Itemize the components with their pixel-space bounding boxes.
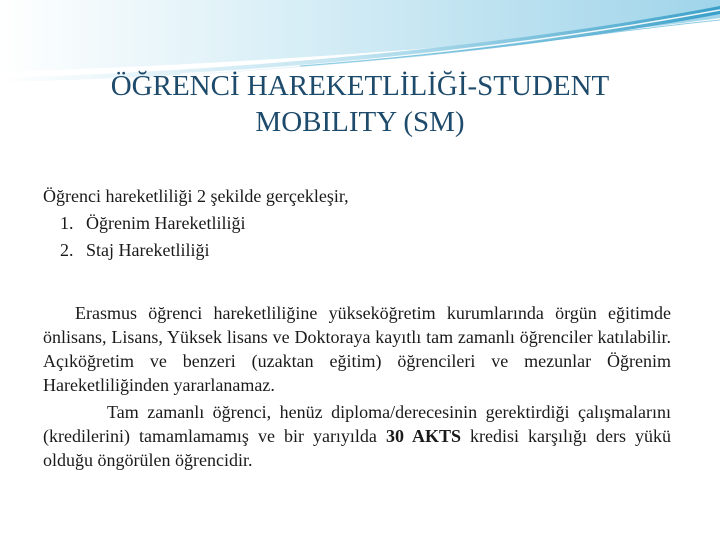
intro-block bbox=[43, 183, 349, 264]
definition-text: Tam zamanlı öğrenci, henüz diploma/derecesinin gerektirdiği çalışmalarını (kredilerini) tamamlamamış ve bir yarıyılda bbox=[43, 402, 671, 446]
eligibility-paragraph: Erasmus öğrenci hareketliliğine yükseköğretim kurumlarında örgün eğitimde önlisans, Lisans, Yüksek lisans ve Doktoraya kayıtlı tam zamanlı öğrenciler katılabilir. Açıköğretim ve benzeri (uzaktan eğitim) öğrencileri ve mezunlar Öğrenim Hareketliliğinden yararlanamaz. bbox=[43, 303, 671, 395]
mobility-types-list bbox=[43, 210, 349, 264]
full-time-definition-paragraph bbox=[43, 400, 671, 472]
slide-title: ÖĞRENCİ HAREKETLİLİĞİ-STUDENT MOBILITY (SM) bbox=[110, 70, 610, 138]
list-item bbox=[43, 237, 349, 264]
list-item-label: Staj Hareketliliği bbox=[86, 240, 210, 260]
definition-text-end: kredisi karşılığı ders yükü olduğu öngörülen öğrencidir. bbox=[43, 426, 671, 470]
list-item bbox=[43, 210, 349, 237]
list-item-label: Öğrenim Hareketliliği bbox=[86, 213, 246, 233]
intro-text: Öğrenci hareketliliği 2 şekilde gerçekleşir, bbox=[43, 186, 349, 206]
list-item-number: 2. bbox=[60, 240, 74, 260]
akts-credit-value: 30 AKTS bbox=[385, 426, 461, 446]
list-item-number: 1. bbox=[60, 213, 74, 233]
